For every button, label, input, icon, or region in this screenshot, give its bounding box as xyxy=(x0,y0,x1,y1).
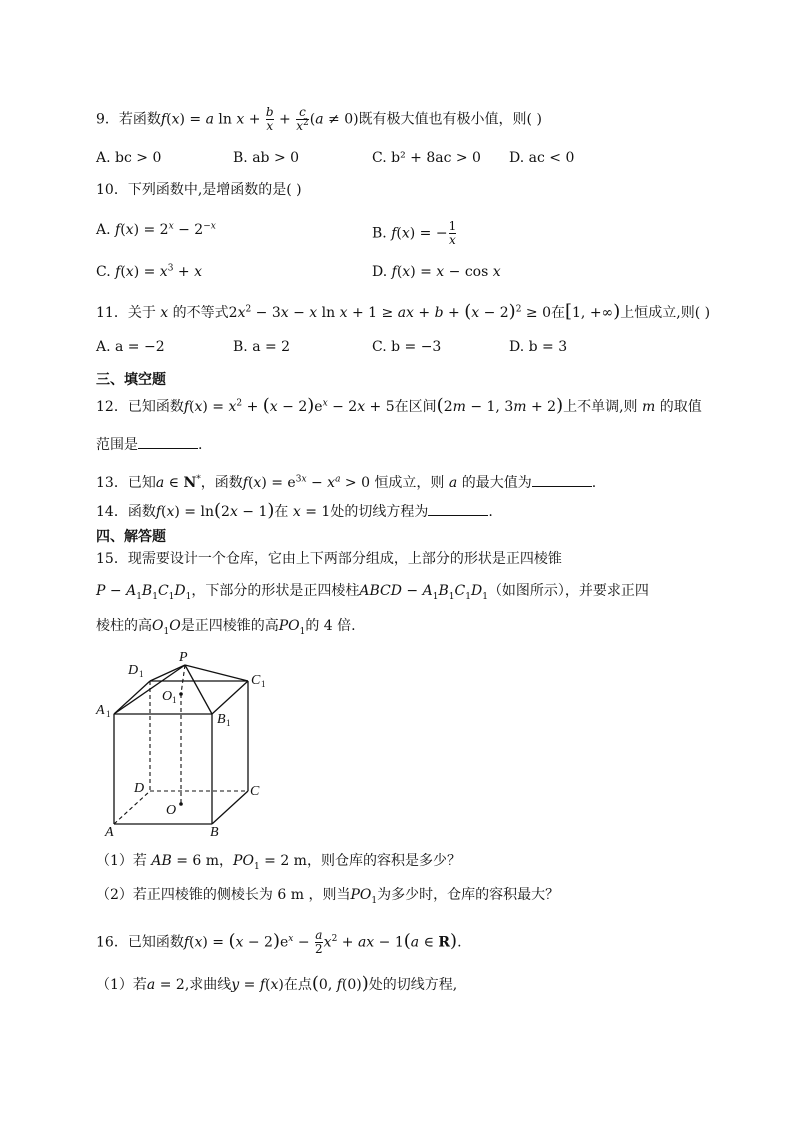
q15-sub1-pre: （1）若 xyxy=(96,853,147,869)
q10-option-d-label: D. xyxy=(372,264,388,280)
q9-stem: 9．若函数f(x) = a ln x + $\frac{b}{x}$ + $\frac{c}{x^2}$ (a ≠ 0)既有极大值也有极小值，则( ) xyxy=(96,105,542,133)
q13-mid: ，函数 xyxy=(200,475,243,491)
q15-sub1-mid: ， xyxy=(219,853,234,869)
label-d: D xyxy=(134,781,145,796)
label-o: O xyxy=(166,803,177,818)
q10-stem: 10．下列函数中,是增函数的是( ) xyxy=(96,182,302,198)
q16-pre: 16．已知函数 xyxy=(96,934,184,951)
q15-sub2-post: 为多少时，仓库的容积最大？ xyxy=(377,887,560,903)
q15-line3-pre: 棱柱的高 xyxy=(96,618,152,634)
q10-option-a-label: A. xyxy=(96,222,111,238)
label-d1: D xyxy=(128,663,139,678)
q12-line2-text: 范围是 xyxy=(96,437,138,453)
q9-stem-pre: 9．若函数 xyxy=(96,111,161,128)
q16-sub1: （1）若a = 2,求曲线y = f(x)在点(0, f(0))处的切线方程, xyxy=(96,973,458,994)
q11-stem-pre: 11．关于 xyxy=(96,305,156,321)
q9-option-b[interactable]: B. ab > 0 xyxy=(233,150,300,166)
q13-line: 13．已知a ∈ N*，函数$f(x) = e^{3x} - x^a > 0$ 恒成立，则 a 的最大值为 . xyxy=(96,472,596,493)
svg-text:1: 1 xyxy=(106,709,111,719)
svg-text:1: 1 xyxy=(261,679,266,689)
q12-line1-end: 的取值 xyxy=(659,399,702,415)
label-o1: O xyxy=(162,689,173,704)
q16-sub1-mid2: 在点 xyxy=(283,977,312,993)
q12-line1: 12．已知函数$f(x) = x^2 + (x - 2)e^x - 2x + 5$在区间(2m − 1, 3m + 2)上不单调,则 m 的取值 xyxy=(96,395,702,416)
q10-option-c[interactable]: C. $f(x) = x^3 + x$ xyxy=(96,263,202,280)
q11-stem-post: 上恒成立,则( ) xyxy=(620,305,711,321)
q9-option-c[interactable]: C. b² + 8ac > 0 xyxy=(372,150,481,166)
q9-stem-post: 既有极大值也有极小值，则( ) xyxy=(358,111,542,128)
q10-option-b-label: B. xyxy=(372,225,387,242)
frac-a-over-2: $\frac{a}{2}$ xyxy=(315,928,323,956)
q16-stem: 16．已知函数$f(x) = (x - 2)e^x$ − $\frac{a}{2}$ $x^2$ + ax − 1(a ∈ R). xyxy=(96,928,462,956)
q9-option-a[interactable]: A. bc > 0 xyxy=(96,150,162,166)
q12-line1-mid: 在区间 xyxy=(394,399,437,415)
q15-line2-post: （如图所示），并要求正四 xyxy=(487,583,649,599)
svg-text:1: 1 xyxy=(139,669,144,679)
answer-blank[interactable] xyxy=(138,434,198,449)
label-c: C xyxy=(250,784,260,799)
answer-blank[interactable] xyxy=(428,501,488,516)
q11-option-a[interactable]: A. a = −2 xyxy=(96,339,165,355)
q11-option-c[interactable]: C. b = −3 xyxy=(372,339,442,355)
q10-option-d[interactable]: D. f(x) = x − cos x xyxy=(372,264,501,280)
label-b1: B xyxy=(217,712,226,727)
answer-blank[interactable] xyxy=(532,472,592,487)
q15-line2: $P - A_1B_1C_1D_1$，下部分的形状是正四棱柱ABCD − $A_1B_1C_1D_1$（如图所示），并要求正四 xyxy=(96,583,649,602)
q11-option-b[interactable]: B. a = 2 xyxy=(233,339,291,355)
label-a: A xyxy=(105,825,114,840)
svg-text:1: 1 xyxy=(226,718,231,728)
label-p: P xyxy=(179,650,188,665)
label-c1: C xyxy=(251,673,261,688)
q11-stem: 11．关于 x 的不等式$2x^2 - 3x - x$ ln x + 1 ≥ ax + $b + (x - 2)^2 \ge 0$在[1, +∞)上恒成立,则( ) xyxy=(96,301,711,322)
q15-line2-mid: ，下部分的形状是正四棱柱 xyxy=(191,583,360,599)
q10-option-b[interactable]: B. f(x) = − $\frac{1}{x}$ xyxy=(372,219,457,247)
frac-1-over-x: $\frac{1}{x}$ xyxy=(448,219,457,247)
q15-line1: 15．现需要设计一个仓库，它由上下两部分组成，上部分的形状是正四棱锥 xyxy=(96,551,562,567)
q16-sub1-post: 处的切线方程, xyxy=(368,977,458,993)
svg-text:1: 1 xyxy=(172,695,177,705)
q16-sub1-pre: （1）若 xyxy=(96,977,147,993)
q16-sub1-mid: ,求曲线 xyxy=(184,977,232,993)
q13-pre: 13．已知 xyxy=(96,475,156,491)
q10-option-c-label: C. xyxy=(96,264,111,280)
q12-line2: 范围是 . xyxy=(96,434,202,455)
q15-line3-mid: 是正四棱锥的高 xyxy=(180,618,279,634)
q14-pre: 14．函数 xyxy=(96,504,156,520)
label-a1: A xyxy=(96,703,105,718)
q13-post: 恒成立，则 xyxy=(374,475,445,491)
q14-mid: 在 xyxy=(274,504,289,520)
frac-c-over-x2: $\frac{c}{x^2}$ xyxy=(296,105,309,133)
q13-end: 的最大值为 xyxy=(461,475,532,491)
label-b: B xyxy=(210,825,219,840)
q14-line: 14．函数f(x) = ln(2x − 1)在 x = 1处的切线方程为 . xyxy=(96,500,493,521)
frac-b-over-x: $\frac{b}{x}$ xyxy=(265,105,274,133)
q15-sub1: （1）若 AB = 6 m，$PO_1 = 2$ m，则仓库的容积是多少？ xyxy=(96,853,461,872)
q12-line1-post: 上不单调,则 xyxy=(563,399,638,415)
q15-sub2: （2）若正四棱锥的侧棱长为 6 m ，则当$PO_1$为多少时，仓库的容积最大？ xyxy=(96,887,560,906)
q15-line3: 棱柱的高$O_1O$是正四棱锥的高$PO_1$的 4 倍. xyxy=(96,618,356,637)
q11-stem-mid: 的不等式 xyxy=(172,305,229,321)
q14-post: 处的切线方程为 xyxy=(330,504,429,520)
q10-option-a[interactable]: A. $f(x) = 2^x - 2^{-x}$ xyxy=(96,221,216,238)
q9-option-d[interactable]: D. ac < 0 xyxy=(509,150,575,166)
q15-sub1-post: ，则仓库的容积是多少？ xyxy=(306,853,461,869)
q12-line1-pre: 12．已知函数 xyxy=(96,399,184,415)
q15-line3-post: 的 4 倍. xyxy=(305,618,356,634)
q11-option-d[interactable]: D. b = 3 xyxy=(509,339,568,355)
section-4-title: 四、解答题 xyxy=(96,529,166,545)
q15-sub2-pre: （2）若正四棱锥的侧棱长为 6 m ，则当 xyxy=(96,887,351,903)
section-3-title: 三、填空题 xyxy=(96,372,166,388)
prism-pyramid-figure xyxy=(92,650,272,840)
q11-interval-word: 在 xyxy=(550,305,565,321)
